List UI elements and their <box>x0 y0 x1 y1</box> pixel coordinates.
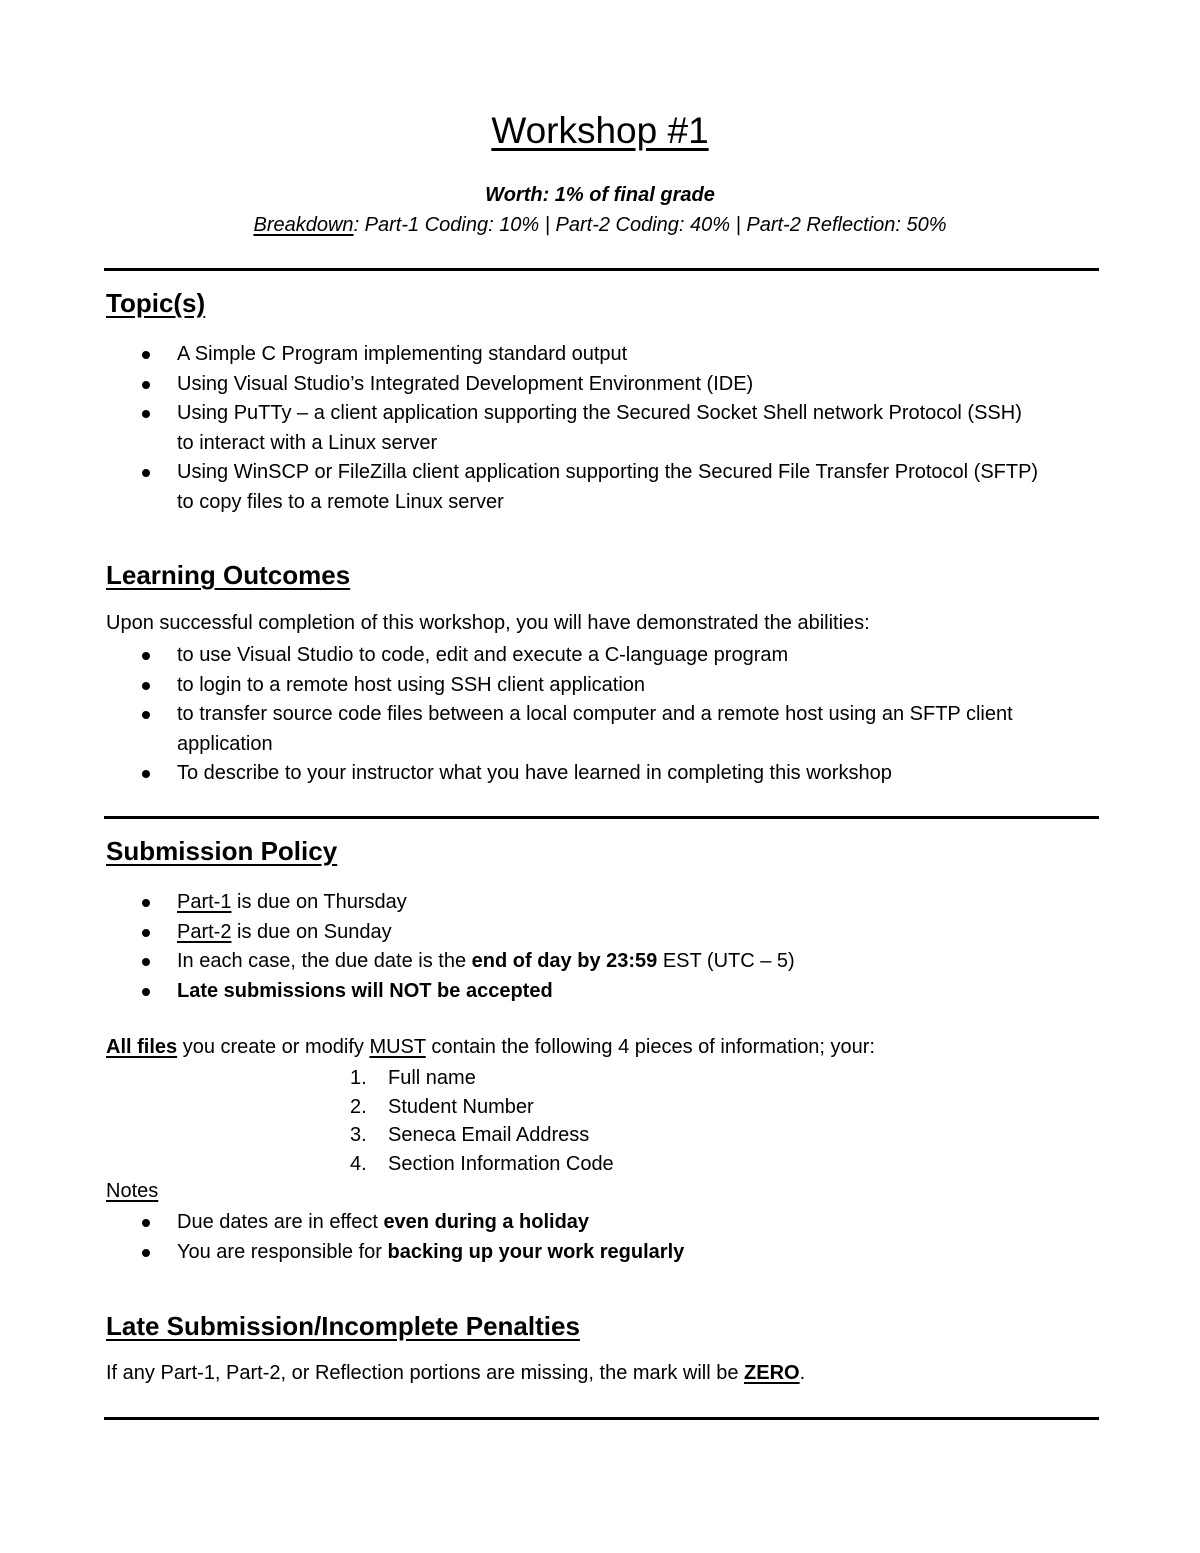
numbered-item: 4. Section Information Code <box>350 1152 614 1175</box>
bullet-icon <box>142 381 150 389</box>
notes-label: Notes <box>106 1180 159 1202</box>
bullet-icon <box>142 682 150 690</box>
list-item: Due dates are in effect even during a holiday <box>106 1208 684 1238</box>
submission-heading: Submission Policy <box>106 836 338 866</box>
topics-list <box>106 340 1038 518</box>
info-list <box>350 1064 614 1178</box>
list-item: Using WinSCP or FileZilla client application supporting the Secured File Transfer Protocol (SFTP) <box>106 458 1038 488</box>
breakdown-line <box>0 214 1200 237</box>
bullet-icon <box>142 958 150 966</box>
bullet-icon <box>142 929 150 937</box>
bullet-icon <box>142 410 150 418</box>
outcomes-intro: Upon successful completion of this workshop, you will have demonstrated the abilities: <box>106 612 870 634</box>
list-item: Part-1 is due on Thursday <box>106 888 795 918</box>
list-item: Using Visual Studio’s Integrated Development Environment (IDE) <box>106 370 1038 400</box>
topics-heading: Topic(s) <box>106 288 206 318</box>
list-item-continuation: application <box>177 732 273 755</box>
divider <box>104 268 1099 271</box>
list-item: to transfer source code files between a local computer and a remote host using an SFTP client <box>106 700 1013 730</box>
list-item: A Simple C Program implementing standard output <box>106 340 1038 370</box>
breakdown-text: : Part-1 Coding: 10% | Part-2 Coding: 40% | Part-2 Reflection: 50% <box>353 214 947 236</box>
notes-list <box>106 1208 684 1267</box>
bullet-icon <box>142 652 150 660</box>
part1-label: Part-1 <box>177 891 232 913</box>
bullet-icon <box>142 899 150 907</box>
page-title: Workshop #1 <box>491 110 709 151</box>
bullet-icon <box>142 351 150 359</box>
numbered-item: 1. Full name <box>350 1067 476 1089</box>
part2-label: Part-2 <box>177 920 232 943</box>
list-item: Late submissions will NOT be accepted <box>106 977 795 1007</box>
numbered-item: 3. Seneca Email Address <box>350 1124 590 1147</box>
bullet-icon <box>142 469 150 477</box>
files-requirement: All files you create or modify MUST contain the following 4 pieces of information; your: <box>106 1036 875 1058</box>
list-item: You are responsible for backing up your work regularly <box>106 1238 684 1268</box>
divider <box>104 816 1099 819</box>
bullet-icon <box>142 988 150 996</box>
penalties-text: If any Part-1, Part-2, or Reflection portions are missing, the mark will be ZERO. <box>106 1362 806 1384</box>
numbered-item: 2. Student Number <box>350 1095 534 1118</box>
list-item: To describe to your instructor what you have learned in completing this workshop <box>106 759 1013 789</box>
bullet-icon <box>142 1219 150 1227</box>
bullet-icon <box>142 1249 150 1257</box>
list-item: Using PuTTy – a client application supporting the Secured Socket Shell network Protocol (SSH) <box>106 399 1038 429</box>
bullet-icon <box>142 711 150 719</box>
submission-list <box>106 888 795 1006</box>
list-item: to login to a remote host using SSH client application <box>106 671 1013 701</box>
list-item: to use Visual Studio to code, edit and execute a C-language program <box>106 641 1013 671</box>
outcomes-heading: Learning Outcomes <box>106 560 351 590</box>
breakdown-label: Breakdown <box>253 214 354 236</box>
list-item-continuation: to copy files to a remote Linux server <box>177 490 504 513</box>
outcomes-list <box>106 641 1013 789</box>
penalties-heading: Late Submission/Incomplete Penalties <box>106 1311 580 1341</box>
list-item-continuation: to interact with a Linux server <box>177 431 438 454</box>
bullet-icon <box>142 770 150 778</box>
list-item: Part-2 is due on Sunday <box>106 918 795 948</box>
divider <box>104 1417 1099 1420</box>
worth-line: Worth: 1% of final grade <box>485 184 715 206</box>
list-item: In each case, the due date is the end of day by 23:59 EST (UTC – 5) <box>106 947 795 977</box>
